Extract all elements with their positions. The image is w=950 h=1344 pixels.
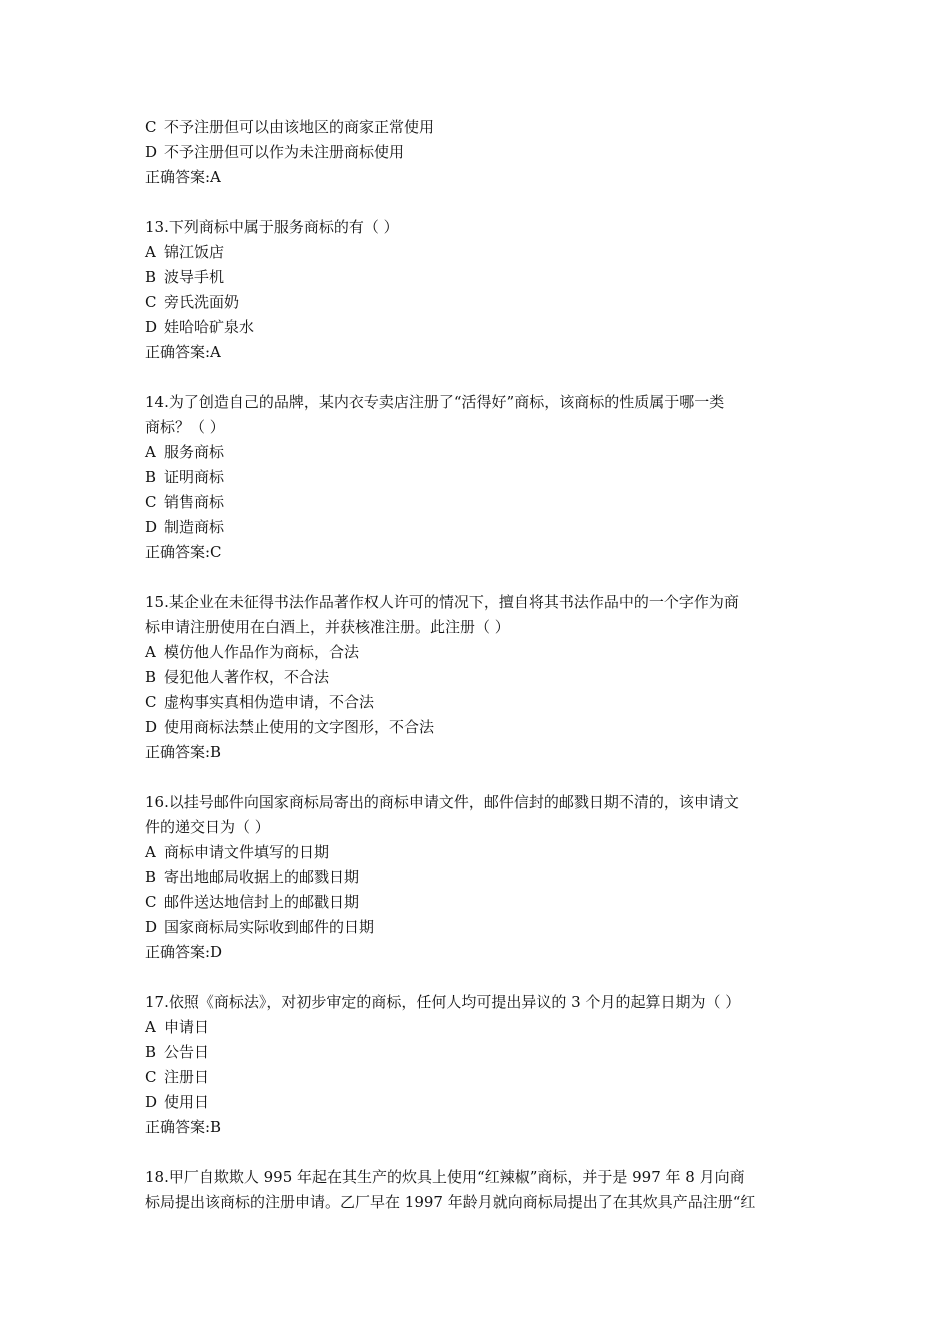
option-d: D 娃哈哈矿泉水 [145,318,255,336]
option-c: C 销售商标 [145,493,225,511]
answer: 正确答案:A [145,168,221,186]
option-c: C 邮件送达地信封上的邮戳日期 [145,893,360,911]
question-stem: 15.某企业在未征得书法作品著作权人许可的情况下，擅自将其书法作品中的一个字作为商 [145,593,739,611]
option-b: B 波导手机 [145,268,225,286]
question-16 [145,790,815,965]
question-stem: 17.依照《商标法》，对初步审定的商标，任何人均可提出异议的 3 个月的起算日期为（ ） [145,993,741,1011]
question-stem: 14.为了创造自己的品牌，某内衣专卖店注册了“活得好”商标，该商标的性质属于哪一类 [145,393,725,411]
document-page [145,115,815,1215]
question-17 [145,990,815,1140]
answer: 正确答案:B [145,743,222,761]
question-stem: 16.以挂号邮件向国家商标局寄出的商标申请文件，邮件信封的邮戮日期不清的，该申请文 [145,793,739,811]
question-fragment [145,115,815,190]
option-b: B 公告日 [145,1043,210,1061]
option-d: D 制造商标 [145,518,225,536]
option-a: A 申请日 [145,1018,210,1036]
option-a: A 锦江饭店 [145,243,225,261]
question-stem: 18.甲厂自欺欺人 995 年起在其生产的炊具上使用“红辣椒”商标，并于是 997 年 8 月向商 [145,1168,745,1186]
option-d: D 使用日 [145,1093,210,1111]
question-13 [145,215,815,365]
question-stem: 13.下列商标中属于服务商标的有（ ） [145,218,399,236]
option-a: A 服务商标 [145,443,225,461]
option-d: D 国家商标局实际收到邮件的日期 [145,918,375,936]
question-15 [145,590,815,765]
option-b: B 证明商标 [145,468,225,486]
option-c: C 不予注册但可以由该地区的商家正常使用 [145,118,435,136]
option-c: C 虚构事实真相伪造申请，不合法 [145,693,375,711]
option-c: C 旁氏洗面奶 [145,293,240,311]
option-a: A 模仿他人作品作为商标，合法 [145,643,360,661]
option-a: A 商标申请文件填写的日期 [145,843,330,861]
option-d: D 使用商标法禁止使用的文字图形，不合法 [145,718,435,736]
question-stem: 商标？（ ） [145,418,225,436]
option-d: D 不予注册但可以作为未注册商标使用 [145,143,405,161]
question-stem: 标申请注册使用在白酒上，并获核准注册。此注册（ ） [145,618,510,636]
question-14 [145,390,815,565]
question-stem: 标局提出该商标的注册申请。乙厂早在 1997 年龄月就向商标局提出了在其炊具产品注册“红 [145,1193,756,1211]
question-stem: 件的递交日为（ ） [145,818,270,836]
option-b: B 侵犯他人著作权，不合法 [145,668,330,686]
question-18 [145,1165,815,1215]
option-c: C 注册日 [145,1068,210,1086]
answer: 正确答案:C [145,543,222,561]
answer: 正确答案:A [145,343,221,361]
answer: 正确答案:B [145,1118,222,1136]
option-b: B 寄出地邮局收据上的邮戮日期 [145,868,360,886]
answer: 正确答案:D [145,943,223,961]
